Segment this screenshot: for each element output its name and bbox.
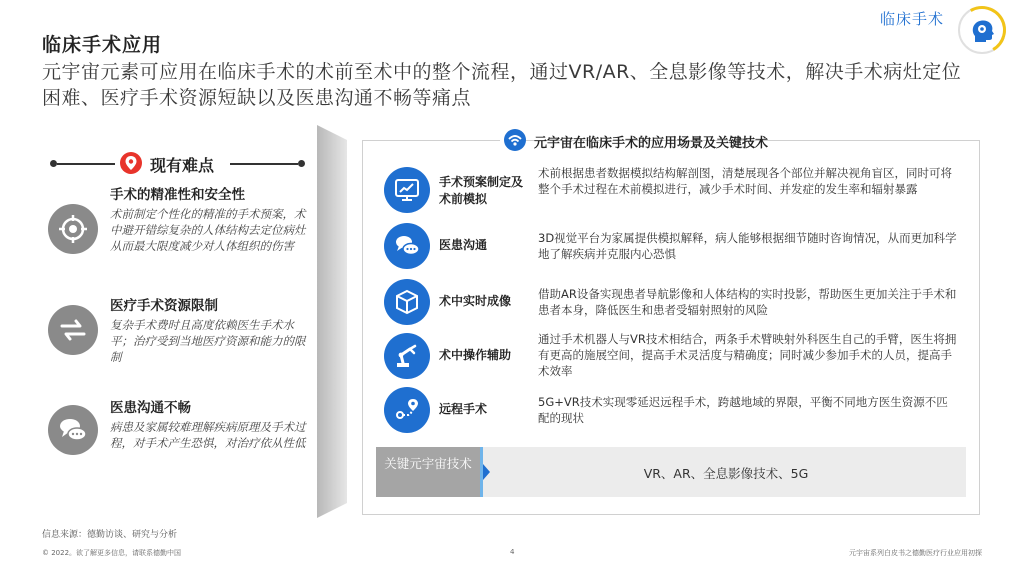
application-desc: 5G+VR技术实现零延迟远程手术，跨越地域的界限，平衡不同地方医生资源不匹配的现状 <box>538 395 948 425</box>
difficulties-label: 现有难点 <box>150 156 215 175</box>
key-technology-bar <box>376 447 966 497</box>
monitor-chart-icon <box>384 167 430 213</box>
location-pin-icon <box>120 152 142 174</box>
chat-bubbles-icon <box>384 223 430 269</box>
page-number: 4 <box>510 548 515 556</box>
difficulty-title: 手术的精准性和安全性 <box>110 187 245 203</box>
application-desc: 通过手术机器人与VR技术相结合，两条手术臂映射外科医生自己的手臂，医生将拥有更高的施展空间，提高手术灵活度与精确度；同时减少参加手术的人员，提高手术效率 <box>538 332 957 378</box>
copyright-note: © 2022。欲了解更多信息，请联系德勤中国 <box>42 549 182 557</box>
robot-arm-icon <box>384 333 430 379</box>
difficulty-title: 医疗手术资源限制 <box>110 298 218 314</box>
target-icon <box>48 204 98 254</box>
application-row <box>381 221 971 271</box>
cube-icon <box>384 279 430 325</box>
application-desc: 3D视觉平台为家属提供模拟解释，病人能够根据细节随时咨询情况，从而更加科学地了解疾病并克服内心恐惧 <box>538 231 957 261</box>
application-label: 远程手术 <box>439 402 488 416</box>
topic-tag: 临床手术 <box>879 10 944 28</box>
application-label: 手术预案制定及术前模拟 <box>439 175 524 206</box>
source-note: 信息来源：德勤访谈、研究与分析 <box>42 530 178 540</box>
application-row <box>381 277 971 327</box>
difficulties-header <box>50 152 305 176</box>
key-technology-label: 关键元宇宙技术 <box>376 447 480 497</box>
application-desc: 术前根据患者数据模拟结构解剖图，清楚展现各个部位并解决视角盲区，同时可将整个手术过程在术前模拟进行，减少手术时间、并发症的发生率和辐射暴露 <box>538 166 952 196</box>
application-desc: 借助AR设备实现患者导航影像和人体结构的实时投影，帮助医生更加关注于手术和患者本身，降低医生和患者受辐射照射的风险 <box>538 287 957 317</box>
difficulty-desc: 术前制定个性化的精准的手术预案，术中避开错综复杂的人体结构去定位病灶从而最大限度减少对人体组织的伤害 <box>110 207 306 253</box>
wifi-signal-icon <box>504 129 526 151</box>
page-title: 临床手术应用 <box>42 34 163 56</box>
difficulty-desc: 复杂手术费时且高度依赖医生手术水平；治疗受到当地医疗资源和能力的限制 <box>110 318 306 364</box>
application-row <box>381 331 971 381</box>
report-name: 元宇宙系列白皮书之德勤医疗行业应用初探 <box>849 549 982 557</box>
applications-title-wrap <box>500 129 769 153</box>
page-subtitle: 元宇宙元素可应用在临床手术的术前至术中的整个流程，通过VR/AR、全息影像等技术，解决手术病灶定位困难、医疗手术资源短缺以及医患沟通不畅等痛点 <box>42 61 962 109</box>
key-technology-value: VR、AR、全息影像技术、5G <box>643 466 809 481</box>
applications-title: 元宇宙在临床手术的应用场景及关键技术 <box>534 136 769 151</box>
route-icon <box>384 387 430 433</box>
application-label: 术中操作辅助 <box>439 348 512 362</box>
application-label: 术中实时成像 <box>439 294 512 308</box>
header-line <box>57 163 115 165</box>
header-dot <box>298 160 305 167</box>
head-brain-logo-icon <box>958 6 1006 54</box>
chat-bubbles-icon <box>48 405 98 455</box>
difficulty-title: 医患沟通不畅 <box>110 400 191 416</box>
header-line <box>230 163 298 165</box>
header-dot <box>50 160 57 167</box>
exchange-arrows-icon <box>48 305 98 355</box>
difficulty-desc: 病患及家属较难理解疾病原理及手术过程，对手术产生恐惧，对治疗依从性低 <box>110 420 306 450</box>
panel-connector <box>317 125 347 518</box>
application-row <box>381 165 971 215</box>
application-row <box>381 385 971 435</box>
application-label: 医患沟通 <box>439 238 488 252</box>
